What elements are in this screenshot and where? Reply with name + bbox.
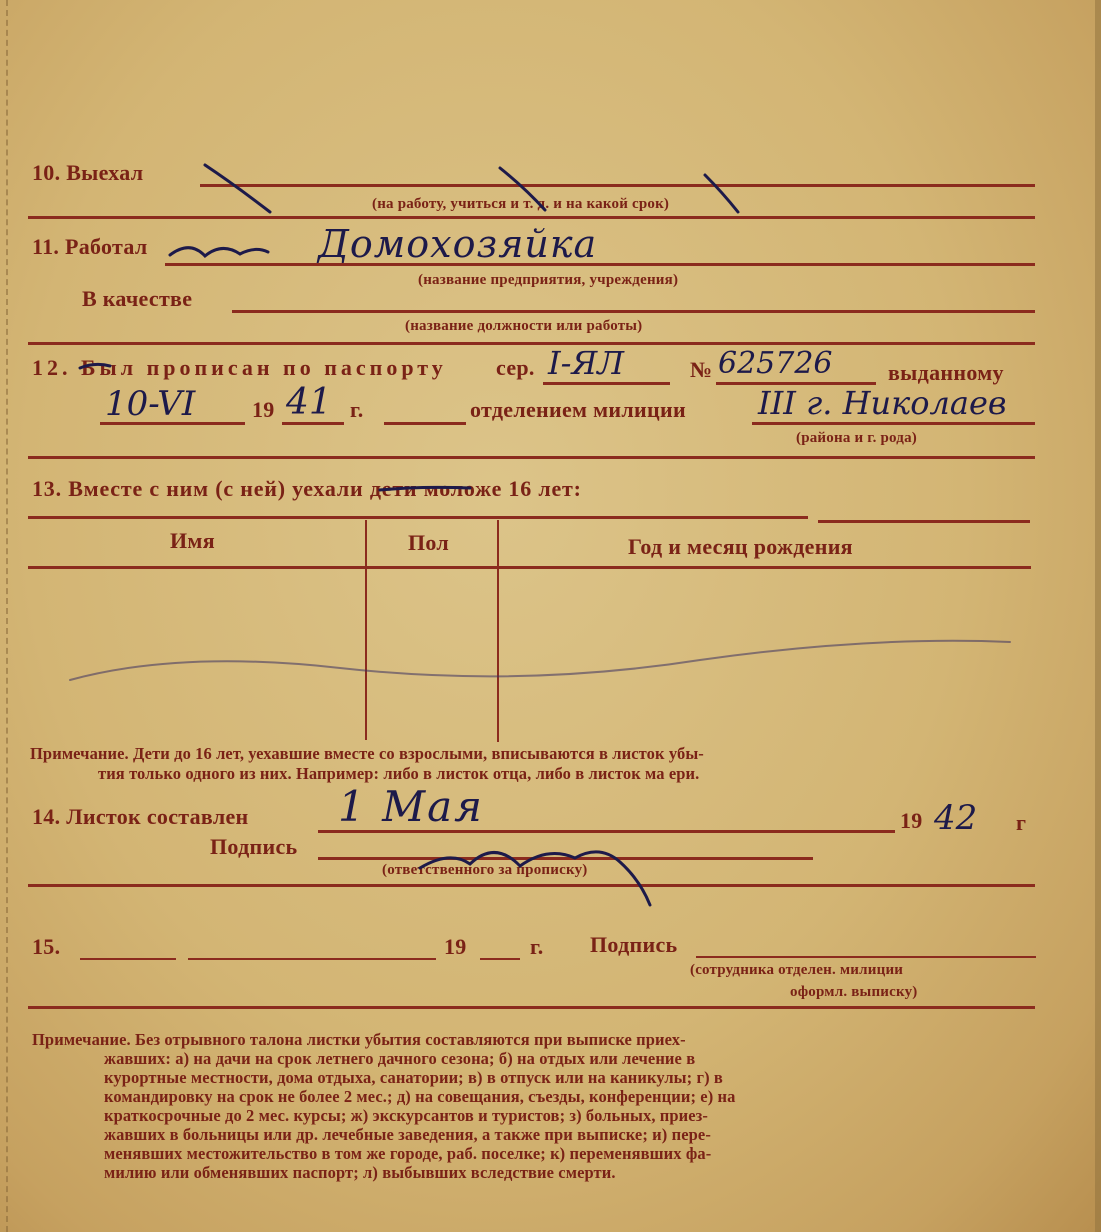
field-12-series-value: I-ЯЛ (548, 344, 624, 382)
field-11-role-label: В качестве (82, 286, 193, 311)
field-12-dept-label: отделением милиции (470, 397, 686, 422)
field-11-label: 11. Работал (32, 234, 148, 259)
field-12-strike-mark (80, 364, 110, 368)
table-header-name: Имя (170, 528, 215, 553)
field-12-number-label: № (690, 357, 713, 382)
field-12-dept-hint: (района и г. рода) (796, 430, 917, 446)
field-12-issued-label: выданному (888, 360, 1004, 385)
bottom-note-line: милию или обменявших паспорт; л) выбывших вследствие смерти. (104, 1163, 616, 1182)
field-14-sign-hint: (ответственного за прописку) (382, 862, 588, 878)
field-10-strike-mark (705, 175, 738, 212)
bottom-note-line: Примечание. Без отрывного талона листки убытия составляются при выписке приех- (32, 1030, 686, 1049)
field-13-label: 13. Вместе с ним (с ней) уехали дети моложе 16 лет: (32, 476, 582, 501)
field-12-year-value: 41 (286, 382, 332, 423)
field-11-hint: (название предприятия, учреждения) (418, 272, 679, 288)
field-12-number-value: 625726 (718, 346, 833, 381)
field-12-year-prefix: 19 (252, 397, 275, 422)
field-11-prefix-scribble (170, 248, 268, 256)
table-header-sex: Пол (408, 530, 450, 555)
field-11-role-hint: (название должности или работы) (405, 318, 643, 334)
field-15-sign-label: Подпись (590, 932, 678, 957)
bottom-note-line: краткосрочные до 2 мес. курсы; ж) экскурсантов и туристов; з) больных, приез- (104, 1106, 709, 1125)
field-12-year-suffix: г. (350, 397, 364, 422)
field-10-hint: (на работу, учиться и т. д. и на какой срок) (372, 196, 670, 212)
field-11-value: Домохозяйка (318, 222, 598, 266)
field-10-label: 10. Выехал (32, 160, 144, 185)
field-14-sign-label: Подпись (210, 834, 298, 859)
field-15-year-suffix: г. (530, 934, 544, 959)
table-header-birth: Год и месяц рождения (628, 534, 853, 559)
field-15-label: 15. (32, 934, 61, 959)
bottom-note-line: менявших местожительство в том же городе, раб. поселке; к) переменявших фа- (104, 1144, 712, 1163)
bottom-note-line: жавших в больницы или др. лечебные заведения, а также при выписке; и) пере- (104, 1125, 711, 1144)
field-12-dept-value: III г. Николаев (758, 384, 1007, 422)
field-12-date-value: 10-VI (105, 384, 196, 424)
field-15-sign-hint-2: оформл. выписку) (790, 984, 918, 1000)
field-14-year-value: 42 (934, 798, 978, 838)
field-14-signature (420, 852, 650, 905)
field-13-note-line1: Примечание. Дети до 16 лет, уехавшие вместе со взрослыми, вписываются в листок убы- (30, 744, 704, 763)
bottom-note-line: жавших: а) на дачи на срок летнего дачного сезона; б) на отдых или лечение в (104, 1049, 696, 1068)
field-15-sign-hint-1: (сотрудника отделен. милиции (690, 962, 904, 978)
field-13-note-line2: тия только одного из них. Например: либо в листок отца, либо в листок ма ери. (98, 764, 700, 783)
field-10-strike-mark (500, 168, 545, 210)
field-12-label: 12. Был прописан по паспорту (32, 355, 447, 380)
field-13-strike-mark (380, 487, 470, 490)
field-15-year-prefix: 19 (444, 934, 467, 959)
bottom-note-line: курортные местности, дома отдыха, санатории; в) в отпуск или на каникулы; г) в (104, 1068, 723, 1087)
field-10-strike-mark (205, 165, 270, 212)
field-12-series-label: сер. (496, 355, 535, 380)
field-14-year-suffix: г (1016, 810, 1027, 835)
table-cross-out-line (70, 641, 1010, 680)
field-14-date-value: 1 Мая (338, 782, 484, 831)
field-14-label: 14. Листок составлен (32, 804, 249, 829)
field-14-year-prefix: 19 (900, 808, 923, 833)
bottom-note-line: командировку на срок не более 2 мес.; д) на совещания, съезды, конференции; е) на (104, 1087, 736, 1106)
